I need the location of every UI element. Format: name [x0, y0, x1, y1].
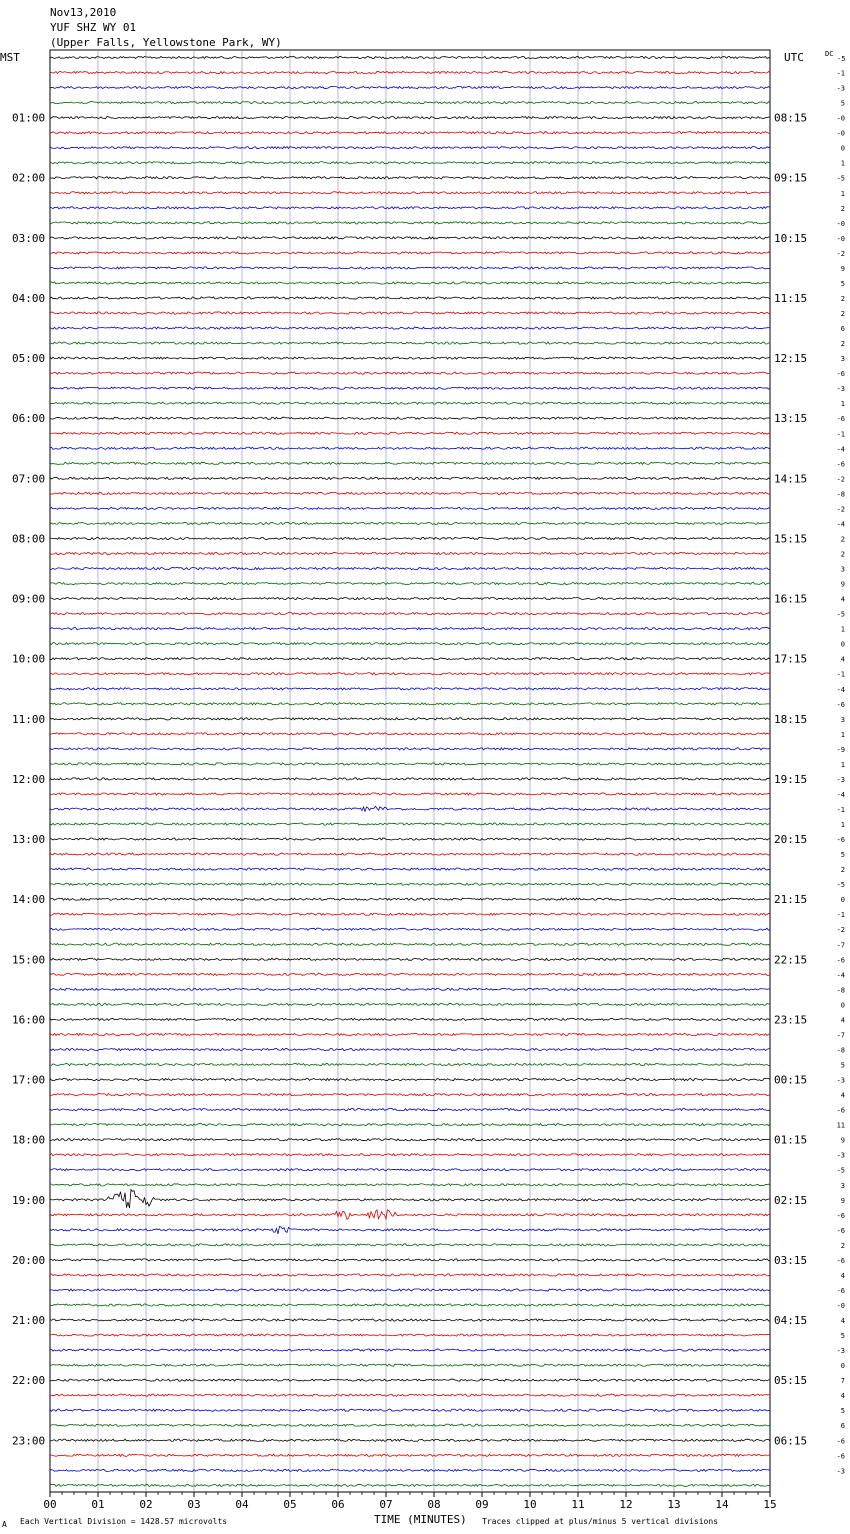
footer-corner-mark: A [2, 1520, 7, 1529]
left-hour-label: 20:00 [12, 1253, 46, 1267]
left-hour-label: 06:00 [12, 412, 46, 426]
dc-offset-value: 2 [840, 550, 845, 559]
dc-offset-value: -3 [836, 84, 845, 93]
seismic-trace [50, 1093, 770, 1095]
dc-offset-value: 0 [840, 640, 845, 649]
seismic-trace [50, 297, 770, 299]
x-tick-label: 08 [427, 1498, 441, 1511]
seismic-trace [50, 1469, 770, 1471]
seismic-trace [50, 342, 770, 344]
left-hour-label: 17:00 [12, 1073, 46, 1087]
dc-offset-value: 9 [840, 1136, 845, 1145]
plot-frame [50, 50, 770, 1492]
right-hour-label: 19:15 [774, 772, 808, 786]
left-hour-label: 05:00 [12, 352, 46, 366]
x-tick-label: 11 [571, 1498, 585, 1511]
seismic-trace [50, 688, 770, 690]
x-tick-label: 00 [43, 1498, 57, 1511]
left-hour-labels [12, 112, 45, 1448]
seismic-trace [50, 1048, 770, 1050]
right-hour-label: 22:15 [774, 953, 808, 967]
right-hour-label: 09:15 [774, 171, 808, 185]
dc-offset-value: -3 [836, 775, 845, 784]
dc-offset-value: 2 [840, 535, 845, 544]
seismic-trace [50, 613, 770, 615]
seismic-trace [50, 522, 770, 524]
dc-offset-value: -4 [836, 520, 845, 529]
right-hour-label: 17:15 [774, 652, 808, 666]
seismic-trace [50, 447, 770, 449]
dc-offset-value: -9 [836, 745, 845, 754]
dc-offset-value: -7 [836, 941, 845, 950]
seismic-trace [50, 162, 770, 164]
dc-offset-labels [837, 70, 845, 1476]
dc-offset-value: 3 [840, 715, 845, 724]
dc-offset-value: 4 [840, 655, 845, 664]
seismic-trace [50, 1210, 770, 1219]
seismic-trace [50, 507, 770, 509]
dc-offset-value: 4 [840, 1271, 845, 1280]
dc-offset-value: 1 [840, 760, 845, 769]
dc-offset-value: 1 [840, 821, 845, 830]
right-hour-label: 02:15 [774, 1193, 808, 1207]
left-hour-label: 15:00 [12, 953, 46, 967]
seismic-trace [50, 237, 770, 239]
seismic-trace [50, 1003, 770, 1005]
dc-offset-value: -6 [836, 415, 845, 424]
seismic-trace [50, 477, 770, 479]
right-hour-label: 15:15 [774, 532, 808, 546]
right-hour-label: 01:15 [774, 1133, 808, 1147]
header-date: Nov13,2010 [50, 6, 117, 19]
seismic-trace [50, 1394, 770, 1396]
right-hour-label: 23:15 [774, 1013, 808, 1027]
seismic-trace [50, 597, 770, 599]
seismic-trace [50, 658, 770, 660]
left-hour-label: 18:00 [12, 1133, 46, 1147]
right-hour-labels [774, 112, 807, 1448]
left-hour-label: 19:00 [12, 1193, 46, 1207]
seismic-trace [50, 117, 770, 119]
right-hour-label: 11:15 [774, 291, 808, 305]
dc-offset-value: -4 [836, 445, 845, 454]
seismic-trace [50, 1349, 770, 1351]
left-hour-label: 02:00 [12, 171, 46, 185]
seismic-trace [50, 1190, 770, 1208]
dc-offset-value: -0 [836, 1301, 845, 1310]
seismic-trace [50, 1226, 770, 1234]
dc-offset-value: 0 [840, 896, 845, 905]
seismic-trace [50, 1304, 770, 1306]
seismic-trace [50, 71, 770, 73]
seismic-trace [50, 402, 770, 404]
x-tick-label: 15 [763, 1498, 777, 1511]
x-tick-label: 09 [475, 1498, 489, 1511]
seismic-trace [50, 192, 770, 194]
x-tick-label: 05 [283, 1498, 297, 1511]
left-hour-label: 16:00 [12, 1013, 46, 1027]
left-hour-label: 09:00 [12, 592, 46, 606]
right-hour-label: 04:15 [774, 1314, 808, 1328]
right-hour-label: 12:15 [774, 352, 808, 366]
dc-offset-value: -6 [836, 460, 845, 469]
dc-offset-value: -6 [836, 956, 845, 965]
dc-offset-value: 1 [840, 159, 845, 168]
seismic-trace [50, 763, 770, 765]
seismic-trace [50, 1259, 770, 1261]
seismic-trace [50, 492, 770, 494]
dc-offset-value: 9 [840, 580, 845, 589]
dc-offset-value: 0 [840, 1001, 845, 1010]
dc-offset-value: -0 [836, 129, 845, 138]
dc-offset-value: 2 [840, 310, 845, 319]
dc-offset-value: 2 [840, 294, 845, 303]
dc-offset-value: -6 [836, 1286, 845, 1295]
dc-offset-value: -4 [836, 790, 845, 799]
seismic-trace [50, 1018, 770, 1020]
dc-offset-value: -2 [836, 505, 845, 514]
dc-offset-value: -2 [836, 249, 845, 258]
seismic-trace [50, 1334, 770, 1336]
dc-offset-value: 5 [840, 1407, 845, 1416]
x-axis-title: TIME (MINUTES) [374, 1513, 467, 1526]
seismic-trace [50, 703, 770, 705]
seismic-trace [50, 1063, 770, 1065]
seismic-trace [50, 1289, 770, 1291]
seismic-trace [50, 793, 770, 795]
dc-offset-value: -4 [836, 685, 845, 694]
dc-offset-value: -3 [836, 1347, 845, 1356]
x-tick-label: 07 [379, 1498, 393, 1511]
dc-offset-value: 4 [840, 1392, 845, 1401]
seismic-trace [50, 943, 770, 945]
dc-offset-value: 2 [840, 340, 845, 349]
left-timezone-label: MST [0, 51, 20, 64]
x-tick-label: 01 [91, 1498, 105, 1511]
dc-offset-value: 2 [840, 866, 845, 875]
seismic-trace [50, 1169, 770, 1171]
right-hour-label: 08:15 [774, 111, 808, 125]
seismic-trace [50, 733, 770, 735]
seismic-trace [50, 973, 770, 975]
dc-offset-value: -5 [836, 881, 845, 890]
seismic-trace [50, 1319, 770, 1321]
seismic-trace [50, 1409, 770, 1411]
dc-offset-value: -6 [836, 700, 845, 709]
seismic-trace [50, 86, 770, 88]
dc-header-value: -5 [837, 55, 846, 63]
dc-offset-value: 4 [840, 1317, 845, 1326]
right-hour-label: 10:15 [774, 231, 808, 245]
right-hour-label: 18:15 [774, 712, 808, 726]
dc-offset-value: -6 [836, 1256, 845, 1265]
seismic-trace [50, 147, 770, 149]
seismic-trace [50, 1033, 770, 1035]
seismic-trace [50, 1364, 770, 1366]
dc-offset-value: 5 [840, 851, 845, 860]
dc-offset-value: -1 [836, 806, 845, 814]
dc-offset-value: 5 [840, 1061, 845, 1070]
seismic-trace [50, 252, 770, 254]
dc-offset-value: -0 [836, 114, 845, 123]
seismic-trace [50, 1154, 770, 1156]
dc-offset-value: -1 [836, 911, 845, 920]
seismic-trace [50, 1124, 770, 1126]
dc-offset-value: 4 [840, 1091, 845, 1100]
left-hour-label: 21:00 [12, 1314, 46, 1328]
dc-offset-value: -3 [836, 385, 845, 394]
trace-group [50, 56, 770, 1486]
seismic-trace [50, 1274, 770, 1276]
dc-offset-value: 4 [840, 1016, 845, 1025]
seismic-trace [50, 898, 770, 900]
dc-offset-value: -4 [836, 971, 845, 980]
seismic-trace [50, 56, 770, 58]
dc-offset-value: -3 [836, 1467, 845, 1476]
right-hour-label: 03:15 [774, 1253, 808, 1267]
seismic-trace [50, 432, 770, 434]
x-tick-label: 12 [619, 1498, 633, 1511]
left-hour-label: 13:00 [12, 833, 46, 847]
seismic-trace [50, 1484, 770, 1486]
dc-offset-value: -8 [836, 1046, 845, 1055]
dc-offset-value: -6 [836, 1106, 845, 1115]
seismic-trace [50, 853, 770, 855]
dc-offset-value: -6 [836, 1226, 845, 1235]
right-hour-label: 05:15 [774, 1374, 808, 1388]
dc-offset-value: -6 [836, 1437, 845, 1446]
seismic-trace [50, 1109, 770, 1111]
dc-offset-value: -6 [836, 1452, 845, 1461]
seismic-trace [50, 387, 770, 389]
seismic-trace [50, 132, 770, 134]
dc-offset-value: -7 [836, 1031, 845, 1040]
dc-offset-value: 9 [840, 1196, 845, 1205]
seismic-trace [50, 357, 770, 359]
left-hour-label: 07:00 [12, 472, 46, 486]
dc-offset-value: 2 [840, 1241, 845, 1250]
right-hour-label: 21:15 [774, 893, 808, 907]
seismic-trace [50, 372, 770, 374]
seismic-trace [50, 868, 770, 870]
seismic-trace [50, 1454, 770, 1456]
dc-offset-value: -8 [836, 986, 845, 995]
footer-left-note: Each Vertical Division = 1428.57 microvolts [20, 1517, 228, 1526]
dc-offset-value: 4 [840, 595, 845, 604]
seismic-trace [50, 1139, 770, 1141]
dc-offset-value: -5 [836, 174, 845, 183]
seismic-trace [50, 958, 770, 960]
dc-header-label: DC [825, 50, 834, 58]
seismic-trace [50, 748, 770, 750]
footer-right-note: Traces clipped at plus/minus 5 vertical divisions [482, 1517, 719, 1526]
seismic-trace [50, 643, 770, 645]
left-hour-label: 14:00 [12, 893, 46, 907]
seismic-trace [50, 718, 770, 720]
seismic-trace [50, 537, 770, 539]
left-hour-label: 22:00 [12, 1374, 46, 1388]
right-hour-label: 14:15 [774, 472, 808, 486]
dc-offset-value: -1 [836, 430, 845, 439]
seismic-trace [50, 883, 770, 885]
left-hour-label: 12:00 [12, 772, 46, 786]
left-hour-label: 23:00 [12, 1434, 46, 1448]
seismic-trace [50, 928, 770, 930]
x-axis [43, 1492, 776, 1511]
header-station: YUF SHZ WY 01 [50, 21, 137, 34]
dc-offset-value: -3 [836, 1076, 845, 1085]
seismic-trace [50, 823, 770, 825]
dc-offset-value: 5 [840, 1332, 845, 1341]
dc-offset-value: -0 [836, 234, 845, 243]
right-hour-label: 13:15 [774, 412, 808, 426]
dc-offset-value: -5 [836, 1166, 845, 1175]
right-hour-label: 20:15 [774, 833, 808, 847]
dc-offset-value: 3 [840, 1181, 845, 1190]
x-tick-label: 03 [187, 1498, 201, 1511]
dc-offset-value: 11 [836, 1121, 845, 1130]
seismic-trace [50, 267, 770, 269]
dc-offset-value: -0 [836, 219, 845, 228]
dc-offset-value: 1 [840, 625, 845, 634]
dc-offset-value: -6 [836, 370, 845, 379]
seismic-trace [50, 567, 770, 569]
x-tick-label: 04 [235, 1498, 249, 1511]
seismic-trace [50, 101, 770, 103]
seismic-trace [50, 207, 770, 209]
dc-offset-value: 9 [840, 264, 845, 273]
seismic-trace [50, 417, 770, 419]
seismic-trace [50, 673, 770, 675]
dc-offset-value: -2 [836, 475, 845, 484]
dc-offset-value: -6 [836, 836, 845, 845]
left-hour-label: 04:00 [12, 291, 46, 305]
dc-offset-value: 6 [840, 325, 845, 334]
left-hour-label: 03:00 [12, 231, 46, 245]
left-hour-label: 01:00 [12, 111, 46, 125]
seismic-trace [50, 628, 770, 630]
header-location: (Upper Falls, Yellowstone Park, WY) [50, 36, 282, 49]
right-hour-label: 00:15 [774, 1073, 808, 1087]
dc-offset-value: 1 [840, 189, 845, 198]
dc-offset-value: 3 [840, 565, 845, 574]
seismic-trace [50, 1078, 770, 1080]
right-hour-label: 16:15 [774, 592, 808, 606]
dc-offset-value: -1 [836, 69, 845, 78]
seismic-trace [50, 988, 770, 990]
x-tick-label: 02 [139, 1498, 153, 1511]
dc-offset-value: -6 [836, 1211, 845, 1220]
seismic-trace [50, 282, 770, 284]
dc-offset-value: 1 [840, 400, 845, 409]
dc-offset-value: -1 [836, 670, 845, 679]
x-tick-label: 06 [331, 1498, 345, 1511]
left-hour-label: 08:00 [12, 532, 46, 546]
dc-offset-value: -5 [836, 610, 845, 619]
left-hour-label: 10:00 [12, 652, 46, 666]
dc-offset-value: 1 [840, 730, 845, 739]
left-hour-label: 11:00 [12, 712, 46, 726]
dc-offset-value: 5 [840, 279, 845, 288]
dc-offset-value: 3 [840, 355, 845, 364]
seismic-trace [50, 1244, 770, 1246]
right-hour-label: 06:15 [774, 1434, 808, 1448]
seismic-trace [50, 913, 770, 915]
dc-offset-value: 7 [840, 1377, 845, 1386]
dc-offset-value: -8 [836, 490, 845, 499]
dc-offset-value: 5 [840, 99, 845, 108]
seismic-trace [50, 552, 770, 554]
seismic-trace [50, 778, 770, 780]
seismic-trace [50, 806, 770, 811]
dc-offset-value: -2 [836, 926, 845, 935]
seismic-trace [50, 312, 770, 314]
seismic-trace [50, 582, 770, 584]
dc-offset-value: -3 [836, 1151, 845, 1160]
plot-grid [50, 50, 770, 1492]
seismic-trace [50, 1184, 770, 1186]
seismic-trace [50, 222, 770, 224]
seismic-trace [50, 1379, 770, 1381]
dc-offset-value: 6 [840, 1422, 845, 1431]
dc-offset-value: 0 [840, 1362, 845, 1371]
dc-offset-value: 2 [840, 204, 845, 213]
seismic-trace [50, 1439, 770, 1441]
seismic-trace [50, 462, 770, 464]
right-timezone-label: UTC [784, 51, 804, 64]
dc-offset-value: 0 [840, 144, 845, 153]
x-tick-label: 13 [667, 1498, 681, 1511]
x-tick-label: 10 [523, 1498, 537, 1511]
seismic-trace [50, 177, 770, 179]
x-tick-label: 14 [715, 1498, 729, 1511]
seismic-trace [50, 838, 770, 840]
seismic-trace [50, 327, 770, 329]
seismic-trace [50, 1424, 770, 1426]
